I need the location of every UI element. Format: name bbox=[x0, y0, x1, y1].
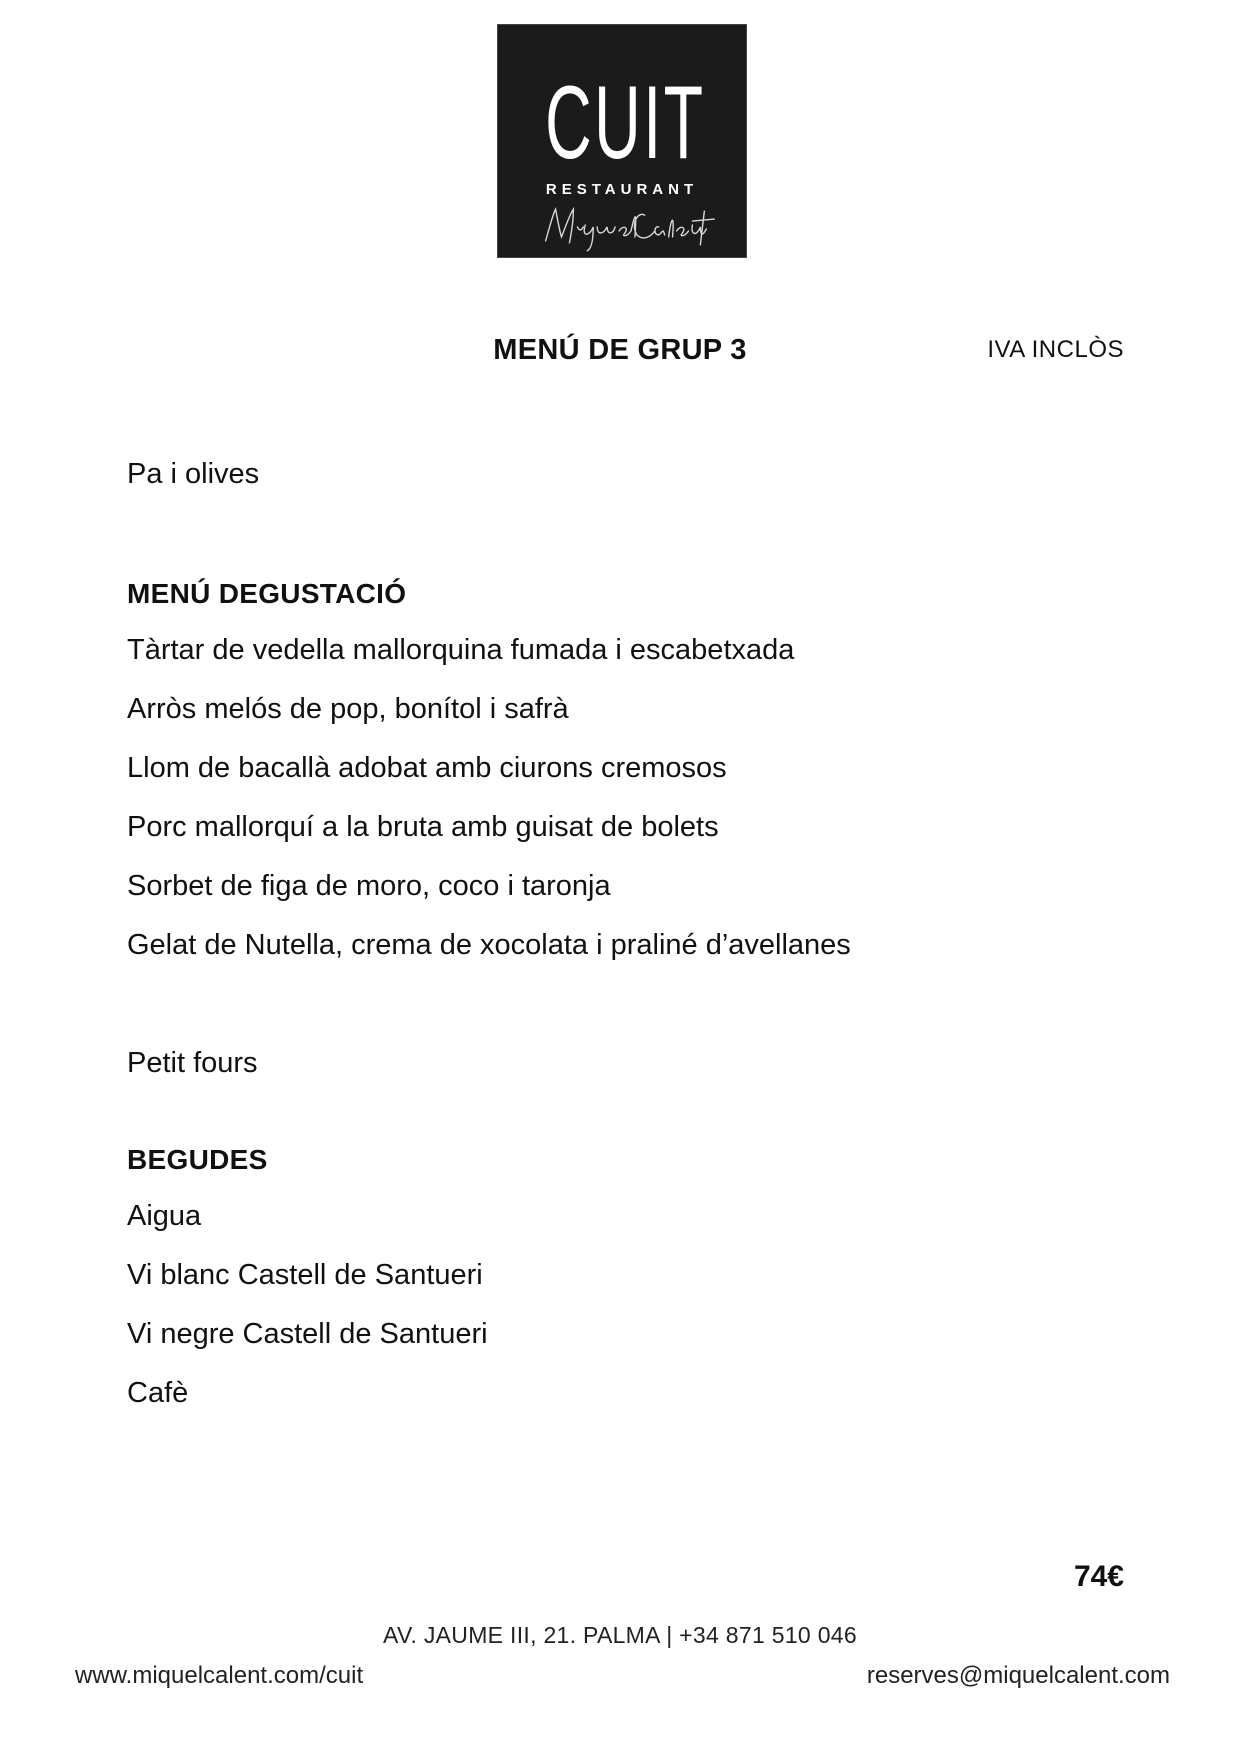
drinks-heading: BEGUDES bbox=[127, 1144, 268, 1175]
menu-price: 74€ bbox=[1073, 1560, 1124, 1593]
drink-item: Vi negre Castell de Santueri bbox=[127, 1318, 488, 1350]
footer-address: AV. JAUME III, 21. PALMA | +34 871 510 046 bbox=[383, 1622, 857, 1648]
tasting-item: Llom de bacallà adobat amb ciurons cremosos bbox=[127, 752, 727, 784]
petit-fours-item: Petit fours bbox=[127, 1047, 258, 1079]
tax-note: IVA INCLÒS bbox=[987, 336, 1124, 363]
restaurant-logo bbox=[497, 24, 747, 258]
drink-item: Aigua bbox=[127, 1200, 202, 1232]
drink-item: Cafè bbox=[127, 1377, 189, 1409]
logo-signature bbox=[498, 197, 746, 253]
tasting-menu-heading: MENÚ DEGUSTACIÓ bbox=[127, 578, 407, 609]
footer-website-link[interactable]: www.miquelcalent.com/cuit bbox=[75, 1662, 364, 1689]
menu-title: MENÚ DE GRUP 3 bbox=[493, 334, 747, 366]
logo-name: CUIT bbox=[545, 65, 706, 181]
tasting-item: Porc mallorquí a la bruta amb guisat de bolets bbox=[127, 811, 719, 843]
tasting-item: Sorbet de figa de moro, coco i taronja bbox=[127, 870, 611, 902]
starter-item: Pa i olives bbox=[127, 458, 260, 490]
drink-item: Vi blanc Castell de Santueri bbox=[127, 1259, 483, 1291]
tasting-item: Arròs melós de pop, bonítol i safrà bbox=[127, 693, 569, 725]
tasting-item: Gelat de Nutella, crema de xocolata i praliné d’avellanes bbox=[127, 929, 851, 961]
footer-email-link[interactable]: reserves@miquelcalent.com bbox=[866, 1662, 1170, 1689]
logo-subtitle: RESTAURANT bbox=[545, 181, 699, 198]
tasting-item: Tàrtar de vedella mallorquina fumada i escabetxada bbox=[127, 634, 795, 666]
